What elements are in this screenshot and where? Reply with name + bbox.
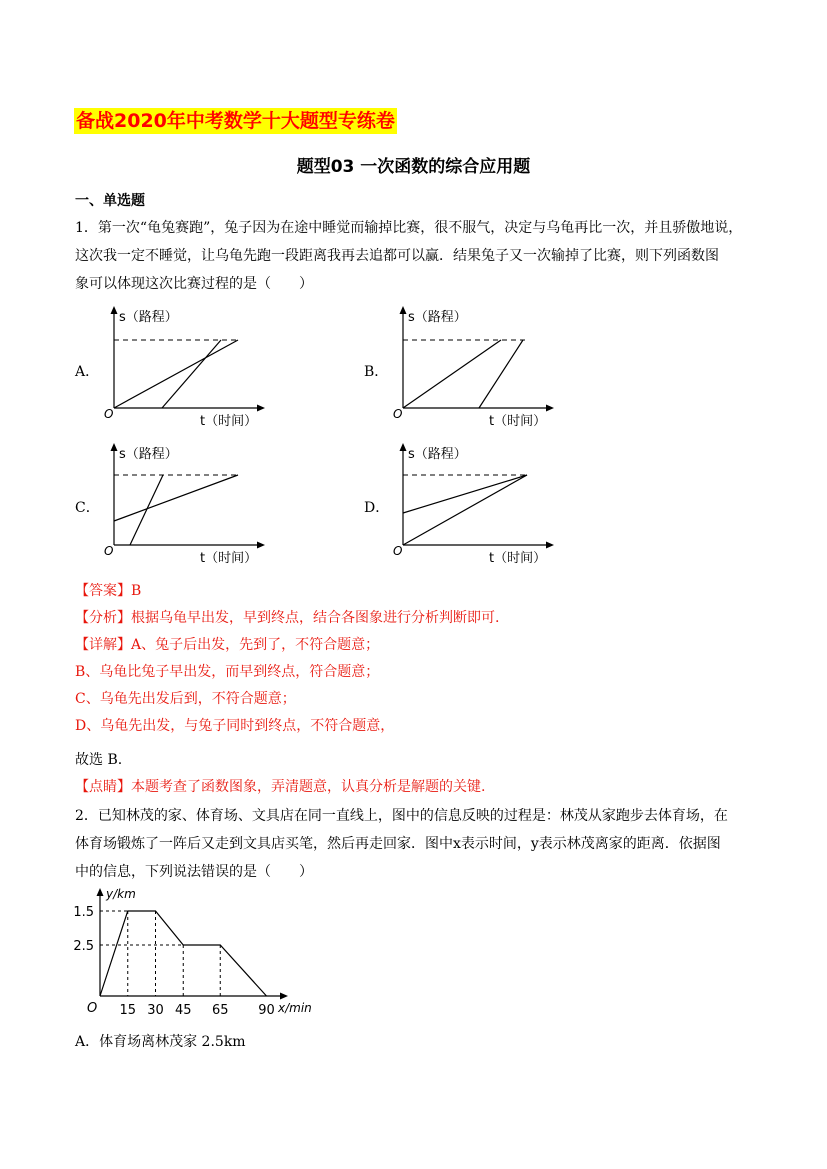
- doc-banner: 备战2020年中考数学十大题型专练卷: [76, 110, 395, 132]
- graph-c-ylabel: s（路程）: [119, 447, 178, 462]
- graph-a-origin: O: [104, 407, 114, 421]
- graph-a-xlabel: t（时间）: [200, 414, 258, 429]
- q2-origin: O: [87, 1001, 98, 1016]
- graph-d-origin: O: [393, 544, 403, 558]
- option-c-label: C．: [75, 500, 100, 516]
- graph-c-xlabel: t（时间）: [200, 551, 258, 566]
- q2-y-tick: 2.5: [73, 939, 94, 954]
- option-d-label: D．: [364, 500, 390, 516]
- q2-line-2: 体育场锻炼了一阵后又走到文具店买笔，然后再走回家．图中x表示时间，y表示林茂离家的距离．依据图: [75, 836, 721, 852]
- graph-d: [389, 440, 559, 568]
- graph-b-xlabel: t（时间）: [489, 414, 547, 429]
- graph-c: [100, 440, 270, 568]
- q2-line-3: 中的信息，下列说法错误的是（ ）: [75, 864, 313, 880]
- graph-b-ylabel: s（路程）: [408, 310, 467, 325]
- q1-line-3: 象可以体现这次比赛过程的是（ ）: [75, 276, 313, 292]
- q2-x-tick: 45: [174, 1003, 192, 1018]
- q1-choice: 故选 B.: [75, 752, 123, 768]
- section-heading: 一、单选题: [75, 193, 145, 209]
- q1-detail-1: 【详解】A、兔子后出发，先到了，不符合题意；: [75, 637, 380, 653]
- q2-x-tick: 65: [211, 1003, 229, 1018]
- q1-comment: 【点睛】本题考查了函数图象，弄清题意，认真分析是解题的关键.: [75, 779, 486, 795]
- graph-b: [389, 303, 559, 431]
- page-title: 题型03 一次函数的综合应用题: [296, 157, 531, 177]
- graph-d-ylabel: s（路程）: [408, 447, 467, 462]
- graph-a-ylabel: s（路程）: [119, 310, 178, 325]
- graph-b-origin: O: [393, 407, 403, 421]
- q2-option-a: A．体育场离林茂家 2.5km: [75, 1034, 246, 1050]
- q2-y-tick: 1.5: [73, 905, 94, 920]
- option-b-label: B．: [364, 364, 389, 380]
- graph-a: [100, 303, 270, 431]
- q1-detail-2: B、乌龟比兔子早出发，而早到终点，符合题意；: [75, 664, 380, 680]
- q2-x-tick: 15: [119, 1003, 137, 1018]
- q2-xlabel: x/min: [278, 1001, 312, 1015]
- q1-answer: 【答案】B: [75, 583, 142, 599]
- q2-ylabel: y/km: [106, 887, 136, 901]
- graph-c-origin: O: [104, 544, 114, 558]
- q1-line-1: 1．第一次“龟兔赛跑”，兔子因为在途中睡觉而输掉比赛，很不服气，决定与乌龟再比一次，并且骄傲地说，: [75, 220, 743, 236]
- q2-x-tick: 90: [258, 1003, 275, 1018]
- q1-analysis: 【分析】根据乌龟早出发，早到终点，结合各图象进行分析判断即可.: [75, 610, 500, 626]
- q1-line-2: 这次我一定不睡觉，让乌龟先跑一段距离我再去追都可以赢．结果兔子又一次输掉了比赛，则下列函数图: [75, 248, 719, 264]
- q2-graph: [70, 884, 330, 1024]
- option-a-label: A．: [75, 364, 100, 380]
- q1-detail-3: C、乌龟先出发后到，不符合题意；: [75, 691, 296, 707]
- q2-x-tick: 30: [147, 1003, 164, 1018]
- graph-d-xlabel: t（时间）: [489, 551, 547, 566]
- q1-detail-4: D、乌龟先出发，与兔子同时到终点，不符合题意，: [75, 718, 395, 734]
- q2-line-1: 2．已知林茂的家、体育场、文具店在同一直线上，图中的信息反映的过程是：林茂从家跑步去体育场，在: [75, 808, 728, 824]
